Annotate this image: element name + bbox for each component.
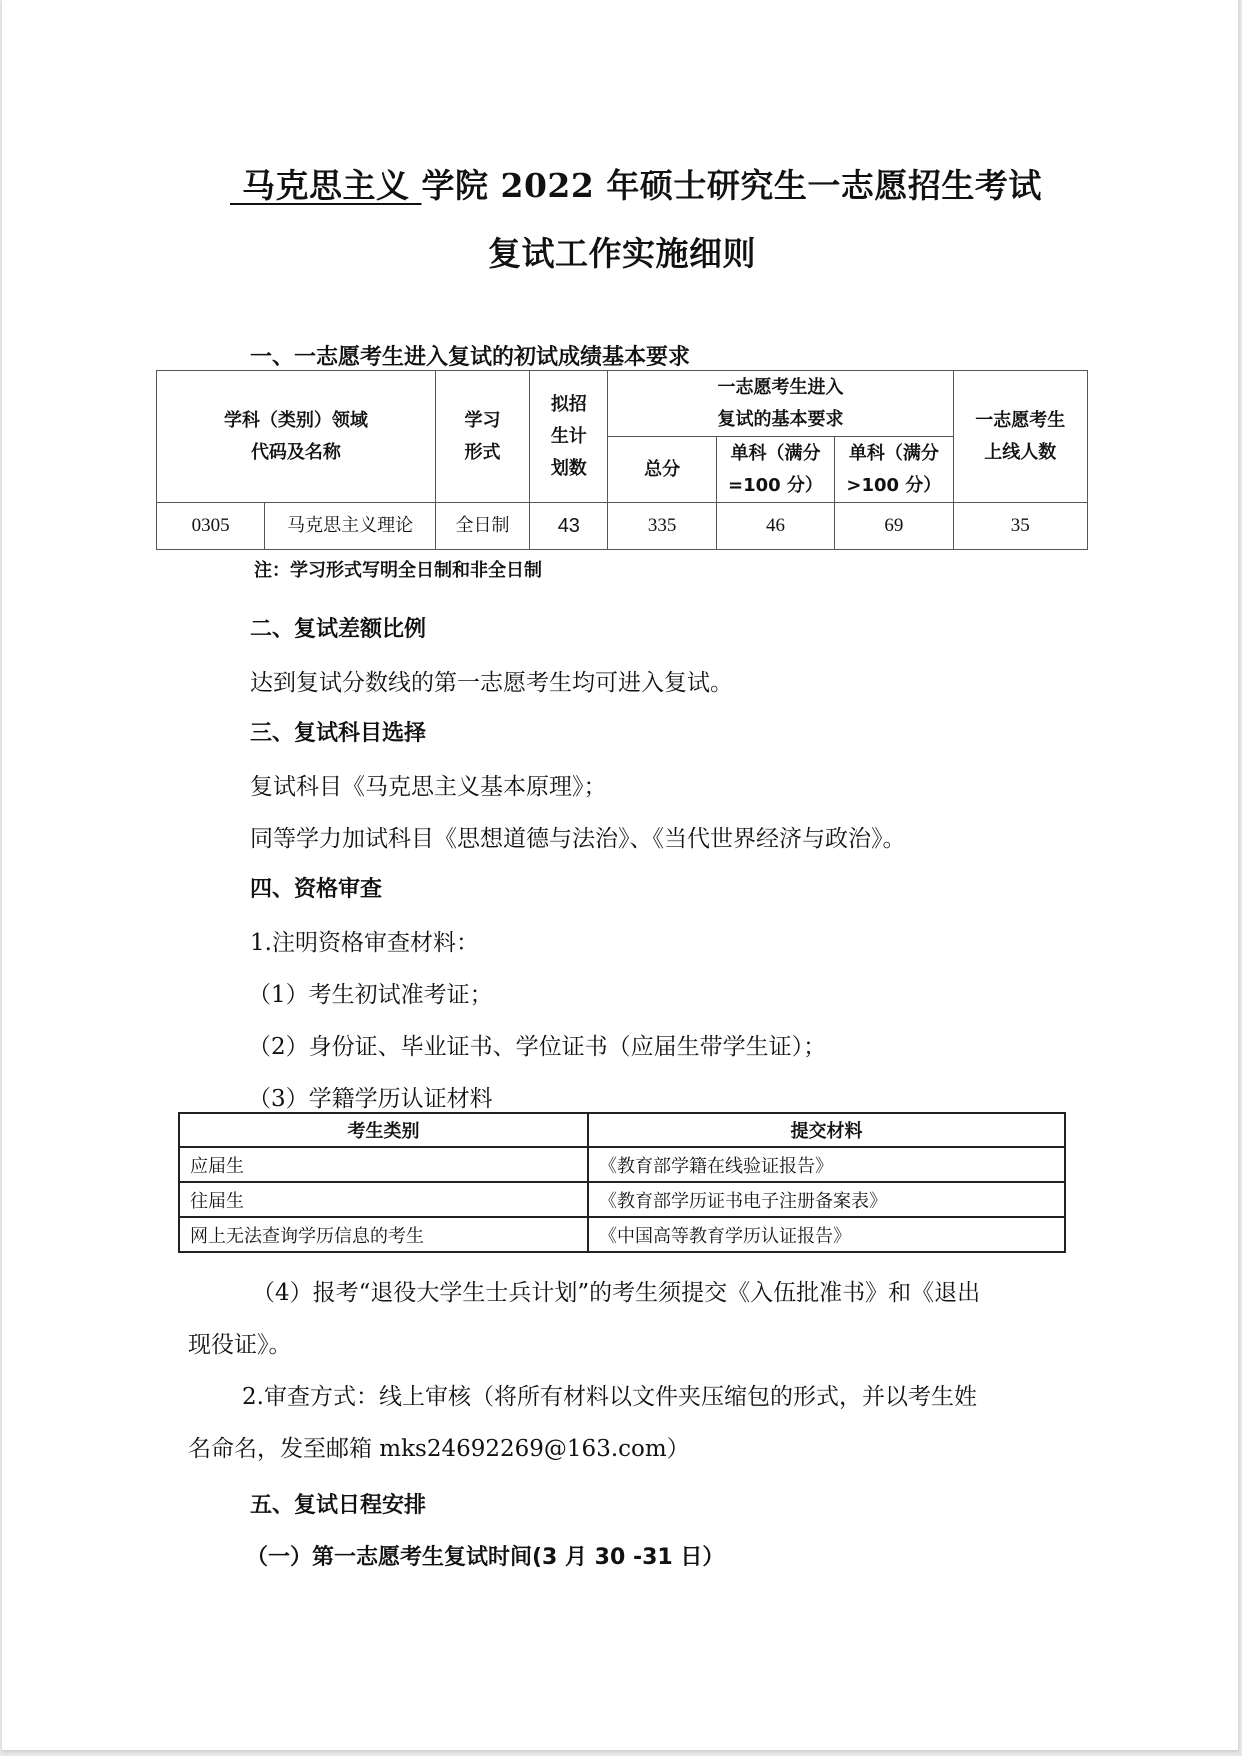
header-plan: [530, 371, 608, 503]
header-count-line2: 上线人数: [984, 441, 1057, 463]
table-row: [157, 503, 1088, 550]
section4-sub2-line1: 2.审查方式：线上审核（将所有材料以文件夹压缩包的形式，并以考生姓: [242, 1384, 977, 1410]
title-rest: 学院 2022 年硕士研究生一志愿招生考试: [421, 166, 1042, 205]
materials-document: 《教育部学历证书电子注册备案表》: [588, 1182, 1065, 1217]
section4-item3: （3）学籍学历认证材料: [248, 1086, 493, 1112]
section4-item2: （2）身份证、毕业证书、学位证书（应届生带学生证）；: [248, 1034, 827, 1060]
header-subject-line1: 学科（类别）领域: [223, 409, 368, 431]
materials-table: [178, 1112, 1066, 1253]
table-row: [179, 1217, 1065, 1252]
header-subject-line2: 代码及名称: [250, 441, 341, 463]
table-note: 注：学习形式写明全日制和非全日制: [254, 560, 542, 581]
materials-header-category: 考生类别: [179, 1113, 588, 1147]
header-requirement-line1: 一志愿考生进入: [717, 376, 844, 398]
section4-sub1: 1.注明资格审查材料：: [250, 930, 479, 956]
header-study-form: [435, 371, 529, 503]
section3-line2: 同等学力加试科目《思想道德与法治》、《当代世界经济与政治》。: [250, 826, 906, 852]
score-requirements-table: [156, 370, 1088, 550]
section4-sub2-line2: 名命名，发至邮箱 mks24692269@163.com）: [188, 1436, 690, 1462]
table-row: [179, 1147, 1065, 1182]
materials-header-submission: 提交材料: [588, 1113, 1065, 1147]
cell-single-gt100: 69: [835, 503, 953, 550]
document-page: [2, 0, 1239, 1750]
header-single-gt100-line1: 单科（满分: [848, 442, 939, 464]
section5-sub1: （一）第一志愿考生复试时间(3 月 30 -31 日）: [246, 1545, 725, 1570]
section4-heading: 四、资格审查: [250, 877, 383, 902]
header-study-form-line2: 形式: [464, 441, 501, 463]
section5-heading: 五、复试日程安排: [250, 1493, 427, 1518]
section4-item4-line1: （4）报考“退役大学生士兵计划”的考生须提交《入伍批准书》和《退出: [252, 1280, 981, 1306]
header-requirement-group: [608, 371, 953, 437]
section1-heading: 一、一志愿考生进入复试的初试成绩基本要求: [250, 345, 691, 370]
cell-code: 0305: [157, 503, 265, 550]
materials-category: 往届生: [179, 1182, 588, 1217]
header-plan-line3: 划数: [550, 457, 587, 479]
header-count-line1: 一志愿考生: [975, 409, 1066, 431]
title-underlined-unit: [230, 166, 422, 205]
header-total: 总分: [608, 437, 716, 503]
section2-heading: 二、复试差额比例: [250, 617, 427, 642]
cell-plan: 43: [530, 503, 608, 550]
header-study-form-line1: 学习: [464, 409, 501, 431]
header-requirement-line2: 复试的基本要求: [717, 408, 844, 430]
materials-category: 应届生: [179, 1147, 588, 1182]
section2-text: 达到复试分数线的第一志愿考生均可进入复试。: [250, 670, 733, 696]
header-plan-line1: 拟招: [550, 393, 587, 415]
section4-item4-line2: 现役证》。: [188, 1332, 292, 1358]
header-single-100-line2: =100 分）: [728, 474, 823, 496]
materials-category: 网上无法查询学历信息的考生: [179, 1217, 588, 1252]
materials-document: 《中国高等教育学历认证报告》: [588, 1217, 1065, 1252]
table-row: [179, 1182, 1065, 1217]
cell-name: 马克思主义理论: [265, 503, 436, 550]
section3-line1: 复试科目《马克思主义基本原理》；: [250, 774, 607, 800]
header-single-100: [716, 437, 834, 503]
section4-item1: （1）考生初试准考证；: [248, 982, 493, 1008]
cell-total: 335: [608, 503, 716, 550]
header-single-gt100-line2: >100 分）: [846, 474, 942, 496]
header-subject: [157, 371, 436, 503]
header-single-100-line1: 单科（满分: [730, 442, 821, 464]
cell-single-100: 46: [716, 503, 834, 550]
cell-study-form: 全日制: [435, 503, 529, 550]
materials-document: 《教育部学籍在线验证报告》: [588, 1147, 1065, 1182]
cell-count: 35: [953, 503, 1087, 550]
section3-heading: 三、复试科目选择: [250, 721, 427, 746]
header-plan-line2: 生计: [550, 425, 587, 447]
title-unit-name: 马克思主义: [242, 166, 410, 205]
document-title-line1: [230, 160, 1042, 207]
header-single-gt100: [835, 437, 953, 503]
document-title-line2: 复试工作实施细则: [488, 234, 756, 273]
header-count: [953, 371, 1087, 503]
